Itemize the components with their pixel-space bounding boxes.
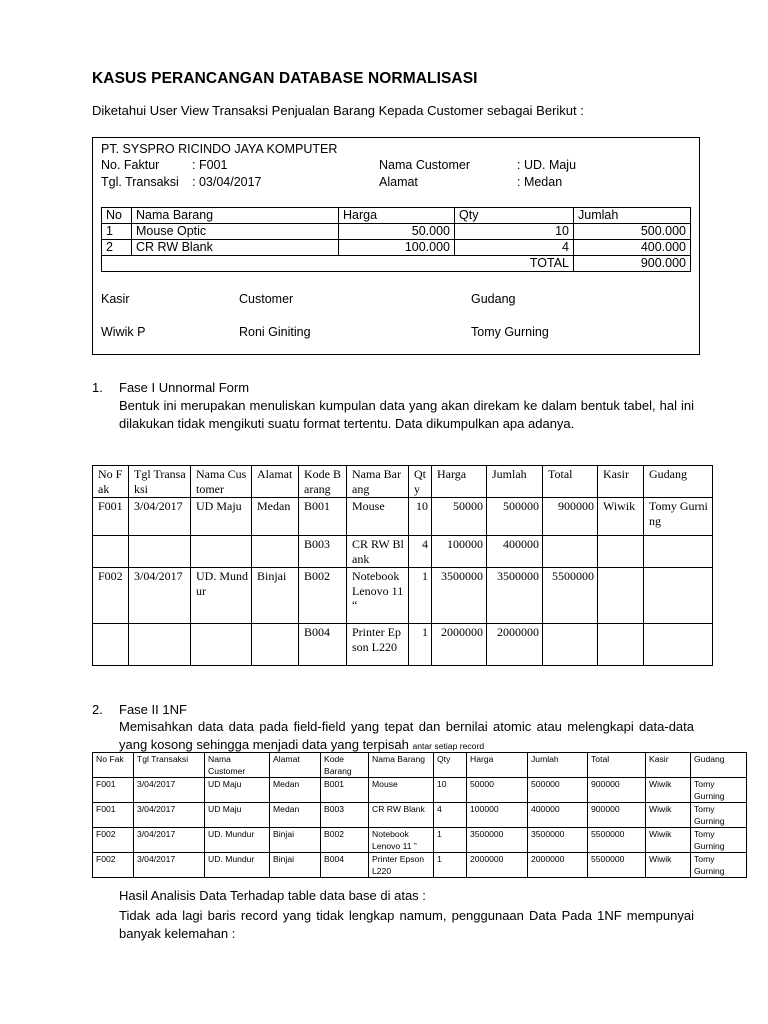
table-cell: 3/04/2017 <box>134 803 205 828</box>
table-cell: 1 <box>434 853 467 878</box>
table-row <box>93 828 747 853</box>
table-cell: 5500000 <box>588 828 646 853</box>
table-cell <box>252 624 299 666</box>
header-cell: Tgl Transaksi <box>134 753 205 778</box>
table-cell <box>598 568 644 624</box>
nama-customer-label: Nama Customer <box>379 158 470 172</box>
section-heading: Fase I Unnormal Form <box>119 380 250 395</box>
table-cell: CR RW Blank <box>347 536 409 568</box>
table-cell: UD Maju <box>191 498 252 536</box>
paragraph-main: Memisahkan data data pada field-field yang tepat dan bernilai atomic atau melengkapi data-data yang kosong sehingga menjadi data yang terpisah <box>119 719 694 752</box>
table-cell: Binjai <box>270 853 321 878</box>
table-row <box>102 224 691 240</box>
alamat-label: Alamat <box>379 175 418 189</box>
header-cell: No Fak <box>93 753 134 778</box>
table-cell: Printer Epson L220 <box>369 853 434 878</box>
table-cell: 3500000 <box>487 568 543 624</box>
table-cell: Tomy Gurning <box>644 498 713 536</box>
table-cell: 400000 <box>528 803 588 828</box>
header-cell: Jumlah <box>528 753 588 778</box>
total-row <box>102 256 691 272</box>
table-cell: CR RW Blank <box>132 240 339 256</box>
table-cell <box>644 624 713 666</box>
header-cell: No <box>102 208 132 224</box>
table-cell: Wiwik <box>646 803 691 828</box>
table-cell <box>252 536 299 568</box>
table-cell <box>93 624 129 666</box>
gudang-label: Gudang <box>471 292 516 306</box>
table-cell: 3/04/2017 <box>129 568 191 624</box>
table-cell: Tomy Gurning <box>691 803 747 828</box>
table-header-row <box>93 466 713 498</box>
table-cell: 3500000 <box>432 568 487 624</box>
header-cell: Total <box>588 753 646 778</box>
table-cell: F001 <box>93 778 134 803</box>
table-cell: 3/04/2017 <box>129 498 191 536</box>
table-cell: 5500000 <box>588 853 646 878</box>
table-cell: 1 <box>409 568 432 624</box>
table-cell: F002 <box>93 853 134 878</box>
unnormal-form-table <box>92 465 713 666</box>
table-cell: B003 <box>299 536 347 568</box>
table-cell: B003 <box>321 803 369 828</box>
header-cell: Alamat <box>270 753 321 778</box>
table-cell: Mouse <box>347 498 409 536</box>
table-cell: 2000000 <box>528 853 588 878</box>
table-cell: Binjai <box>252 568 299 624</box>
document-title: KASUS PERANCANGAN DATABASE NORMALISASI <box>92 70 478 87</box>
table-cell: 500.000 <box>574 224 691 240</box>
table-cell: B002 <box>321 828 369 853</box>
header-cell: Kasir <box>598 466 644 498</box>
table-cell: 100.000 <box>339 240 455 256</box>
table-cell: 50.000 <box>339 224 455 240</box>
table-cell: UD. Mundur <box>191 568 252 624</box>
section-paragraph <box>119 718 694 755</box>
table-cell: 2 <box>102 240 132 256</box>
table-cell: B002 <box>299 568 347 624</box>
header-cell: Qty <box>409 466 432 498</box>
table-cell: Mouse <box>369 778 434 803</box>
table-cell: 50000 <box>467 778 528 803</box>
table-row <box>93 624 713 666</box>
header-cell: Nama Customer <box>205 753 270 778</box>
header-cell: Jumlah <box>487 466 543 498</box>
table-cell: 1 <box>409 624 432 666</box>
table-cell: 3/04/2017 <box>134 853 205 878</box>
table-cell <box>543 536 598 568</box>
table-cell: 5500000 <box>543 568 598 624</box>
table-cell: Medan <box>270 778 321 803</box>
table-row <box>93 498 713 536</box>
header-cell: Kode Barang <box>299 466 347 498</box>
table-cell <box>191 624 252 666</box>
header-cell: Gudang <box>644 466 713 498</box>
section-paragraph: Bentuk ini merupakan menuliskan kumpulan data yang akan direkam ke dalam bentuk tabel, hal ini dilakukan tidak mengikuti suatu format tertentu. Data dikumpulkan apa adanya. <box>119 398 694 431</box>
table-cell: B001 <box>321 778 369 803</box>
table-cell: Tomy Gurning <box>691 778 747 803</box>
table-cell: F002 <box>93 568 129 624</box>
header-cell: Nama Barang <box>132 208 339 224</box>
table-cell: UD Maju <box>205 778 270 803</box>
header-cell: Harga <box>339 208 455 224</box>
table-row <box>93 853 747 878</box>
table-cell: Mouse Optic <box>132 224 339 240</box>
table-cell: 900000 <box>588 778 646 803</box>
table-cell: B001 <box>299 498 347 536</box>
table-cell: 10 <box>409 498 432 536</box>
header-cell: Kode Barang <box>321 753 369 778</box>
header-cell: Total <box>543 466 598 498</box>
table-cell: Wiwik <box>598 498 644 536</box>
header-cell: Nama Barang <box>347 466 409 498</box>
header-cell: No Fak <box>93 466 129 498</box>
table-cell: 400000 <box>487 536 543 568</box>
alamat-value: : Medan <box>517 175 563 189</box>
table-header-row <box>102 208 691 224</box>
table-cell <box>543 624 598 666</box>
table-cell: UD Maju <box>205 803 270 828</box>
header-cell: Harga <box>432 466 487 498</box>
header-cell: Nama Customer <box>191 466 252 498</box>
header-cell: Kasir <box>646 753 691 778</box>
analysis-paragraph: Tidak ada lagi baris record yang tidak lengkap namum, penggunaan Data Pada 1NF mempunyai banyak kelemahan : <box>119 908 694 941</box>
table-row <box>93 536 713 568</box>
gudang-name: Tomy Gurning <box>471 325 549 339</box>
tgl-transaksi-value: : 03/04/2017 <box>192 175 262 189</box>
table-cell <box>598 536 644 568</box>
table-cell: 3/04/2017 <box>134 778 205 803</box>
table-header-row <box>93 753 747 778</box>
table-cell: 2000000 <box>432 624 487 666</box>
table-cell <box>93 536 129 568</box>
tgl-transaksi-label: Tgl. Transaksi <box>101 175 179 189</box>
kasir-label: Kasir <box>101 292 130 306</box>
table-cell: Wiwik <box>646 853 691 878</box>
table-cell: 2000000 <box>487 624 543 666</box>
table-cell: 1 <box>102 224 132 240</box>
table-cell: Notebook Lenovo 11 ” <box>369 828 434 853</box>
table-cell: 10 <box>455 224 574 240</box>
table-cell: 100000 <box>467 803 528 828</box>
no-faktur-label: No. Faktur <box>101 158 160 172</box>
table-cell: Medan <box>270 803 321 828</box>
table-cell: 500000 <box>487 498 543 536</box>
table-cell: CR RW Blank <box>369 803 434 828</box>
table-cell: F002 <box>93 828 134 853</box>
customer-name: Roni Giniting <box>239 325 311 339</box>
table-cell: Tomy Gurning <box>691 828 747 853</box>
table-cell <box>129 624 191 666</box>
company-name: PT. SYSPRO RICINDO JAYA KOMPUTER <box>101 142 338 156</box>
table-cell: 3500000 <box>467 828 528 853</box>
table-cell: 900000 <box>543 498 598 536</box>
table-cell: 2000000 <box>467 853 528 878</box>
table-cell: Wiwik <box>646 828 691 853</box>
table-cell: B004 <box>299 624 347 666</box>
table-cell: Printer Epson L220 <box>347 624 409 666</box>
table-cell: F001 <box>93 498 129 536</box>
table-cell: 900000 <box>588 803 646 828</box>
customer-label: Customer <box>239 292 294 306</box>
table-row <box>102 240 691 256</box>
table-cell: Notebook Lenovo 11 “ <box>347 568 409 624</box>
header-cell: Qty <box>434 753 467 778</box>
table-cell: 4 <box>409 536 432 568</box>
total-label: TOTAL <box>102 256 574 272</box>
table-cell <box>598 624 644 666</box>
kasir-name: Wiwik P <box>101 325 146 339</box>
table-cell: UD. Mundur <box>205 853 270 878</box>
table-cell: 4 <box>455 240 574 256</box>
table-cell: 4 <box>434 803 467 828</box>
table-cell: F001 <box>93 803 134 828</box>
table-cell: 3500000 <box>528 828 588 853</box>
analysis-heading: Hasil Analisis Data Terhadap table data base di atas : <box>119 888 426 903</box>
section-number: 2. <box>92 702 103 717</box>
header-cell: Nama Barang <box>369 753 434 778</box>
first-normal-form-table <box>92 752 747 878</box>
table-cell: 1 <box>434 828 467 853</box>
table-cell: B004 <box>321 853 369 878</box>
header-cell: Qty <box>455 208 574 224</box>
table-cell: Medan <box>252 498 299 536</box>
table-cell <box>129 536 191 568</box>
total-value: 900.000 <box>574 256 691 272</box>
intro-text: Diketahui User View Transaksi Penjualan Barang Kepada Customer sebagai Berikut : <box>92 103 584 118</box>
header-cell: Harga <box>467 753 528 778</box>
table-row <box>93 568 713 624</box>
table-cell: Wiwik <box>646 778 691 803</box>
table-cell <box>191 536 252 568</box>
table-cell <box>644 536 713 568</box>
no-faktur-value: : F001 <box>192 158 228 172</box>
header-cell: Jumlah <box>574 208 691 224</box>
table-cell: 100000 <box>432 536 487 568</box>
nama-customer-value: : UD. Maju <box>517 158 577 172</box>
table-cell: Tomy Gurning <box>691 853 747 878</box>
section-heading: Fase II 1NF <box>119 702 187 717</box>
table-cell <box>644 568 713 624</box>
header-cell: Gudang <box>691 753 747 778</box>
invoice-table <box>101 207 691 272</box>
paragraph-small: antar setiap record <box>412 740 485 751</box>
section-number: 1. <box>92 380 103 395</box>
table-cell: 500000 <box>528 778 588 803</box>
table-cell: 10 <box>434 778 467 803</box>
table-cell: Binjai <box>270 828 321 853</box>
table-cell: 50000 <box>432 498 487 536</box>
table-cell: 400.000 <box>574 240 691 256</box>
table-cell: 3/04/2017 <box>134 828 205 853</box>
header-cell: Alamat <box>252 466 299 498</box>
table-cell: UD. Mundur <box>205 828 270 853</box>
header-cell: Tgl Transaksi <box>129 466 191 498</box>
table-row <box>93 778 747 803</box>
table-row <box>93 803 747 828</box>
